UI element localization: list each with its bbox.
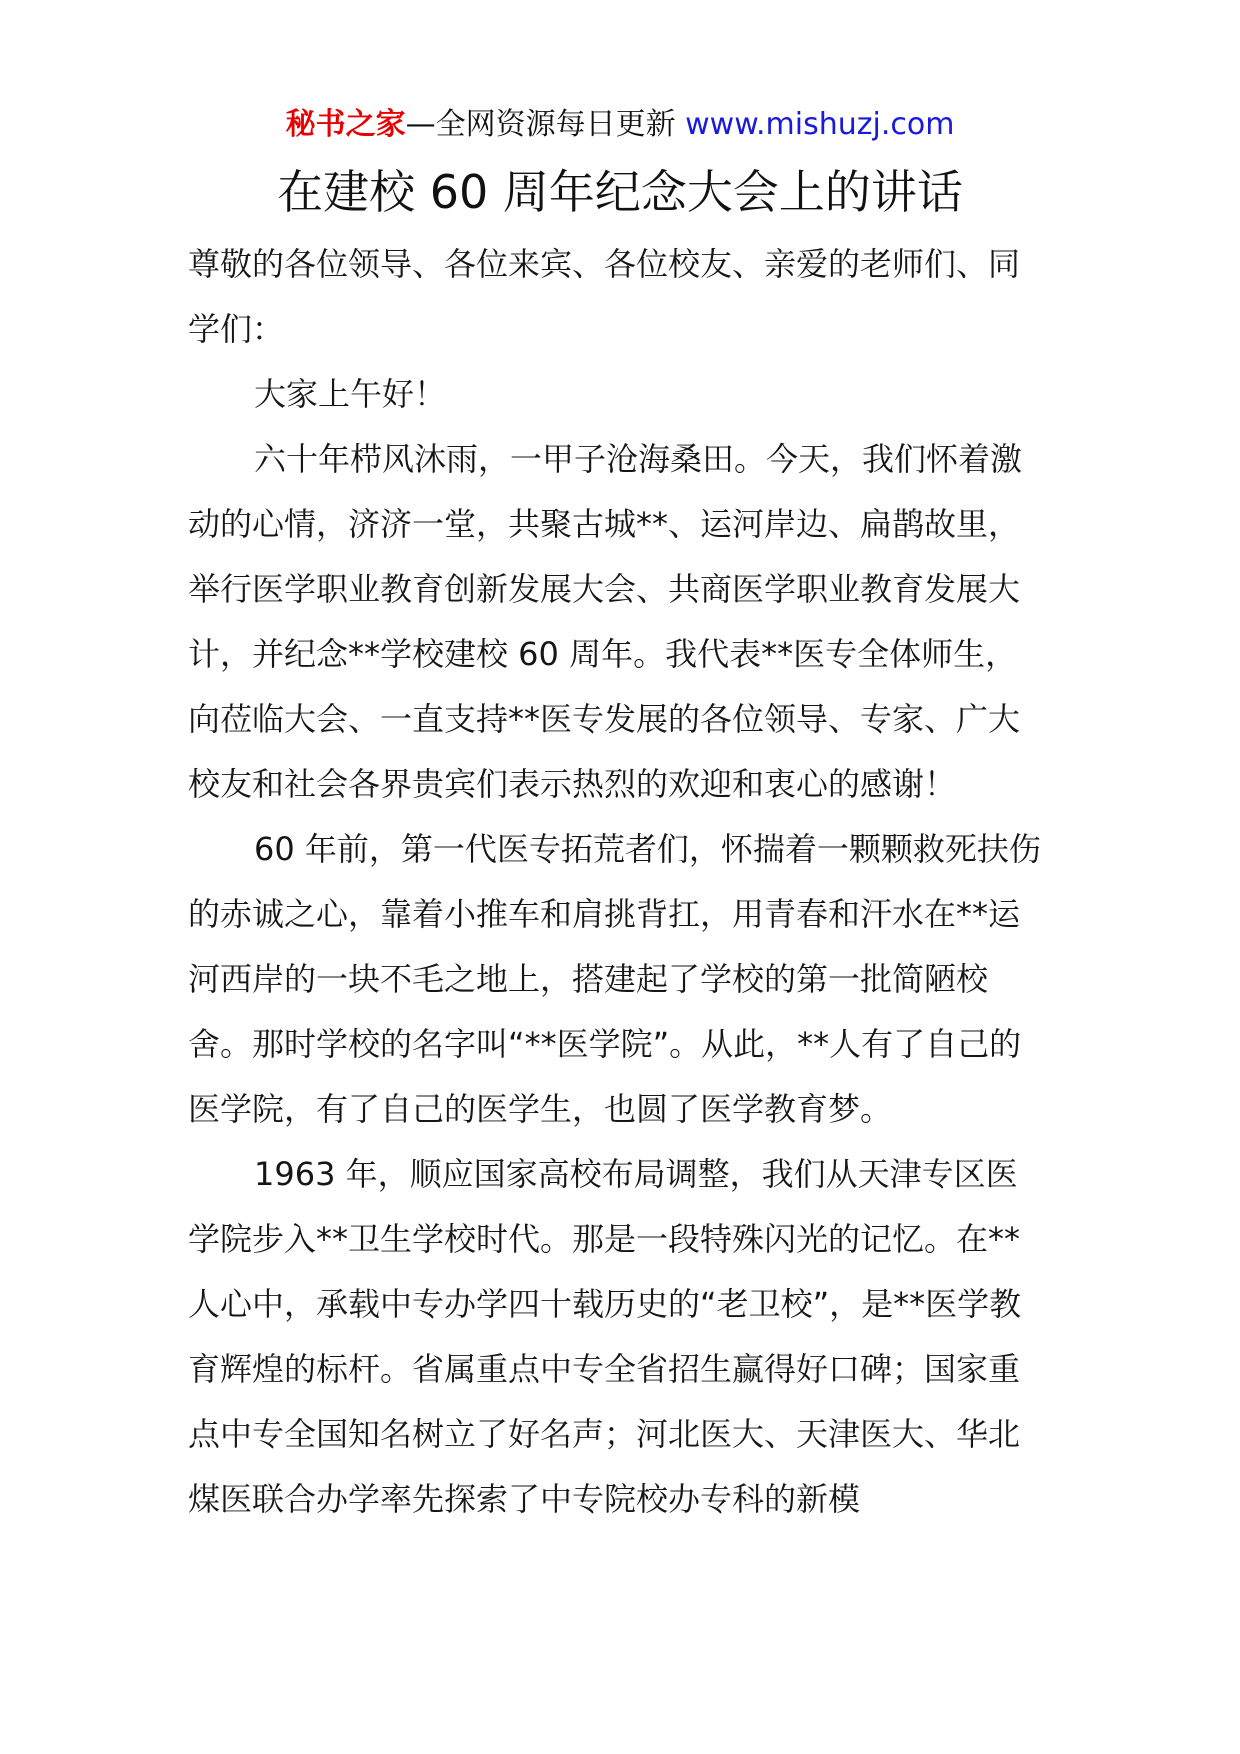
site-tagline: —全网资源每日更新 [405,107,676,142]
body-paragraph: 1963 年，顺应国家高校布局调整，我们从天津专区医学院步入**卫生学校时代。那是一段特殊闪光的记忆。在**人心中，承载中专办学四十载历史的“老卫校”，是**医学教育辉煌的标杆。省属重点中专全省招生赢得好口碑；国家重点中专全国知名树立了好名声；河北医大、天津医大、华北煤医联合办学率先探索了中专院校办专科的新模 [188,1155,1022,1518]
body-paragraph: 60 年前，第一代医专拓荒者们，怀揣着一颗颗救死扶伤的赤诚之心，靠着小推车和肩挑背扛，用青春和汗水在**运河西岸的一块不毛之地上，搭建起了学校的第一批简陋校舍。那时学校的名字叫“**医学院”。从此，**人有了自己的医学院，有了自己的医学生，也圆了医学教育梦。 [188,830,1041,1128]
body-paragraph: 六十年栉风沐雨，一甲子沧海桑田。今天，我们怀着激动的心情，济济一堂，共聚古城**、运河岸边、扁鹊故里，举行医学职业教育创新发展大会、共商医学职业教育发展大计，并纪念**学校建校 60 周年。我代表**医专全体师生，向莅临大会、一直支持**医专发展的各位领导、专家、广大校友和社会各界贵宾们表示热烈的欢迎和衷心的感谢！ [188,440,1023,803]
site-url-link[interactable]: www.mishuzj.com [685,107,955,142]
site-brand: 秘书之家 [285,107,406,142]
site-header [0,105,1240,145]
document-body [188,232,1048,1532]
document-title: 在建校 60 周年纪念大会上的讲话 [277,165,963,219]
salutation-paragraph: 尊敬的各位领导、各位来宾、各位校友、亲爱的老师们、同学们： [188,245,1021,348]
greeting-paragraph: 大家上午好！ [254,375,447,413]
